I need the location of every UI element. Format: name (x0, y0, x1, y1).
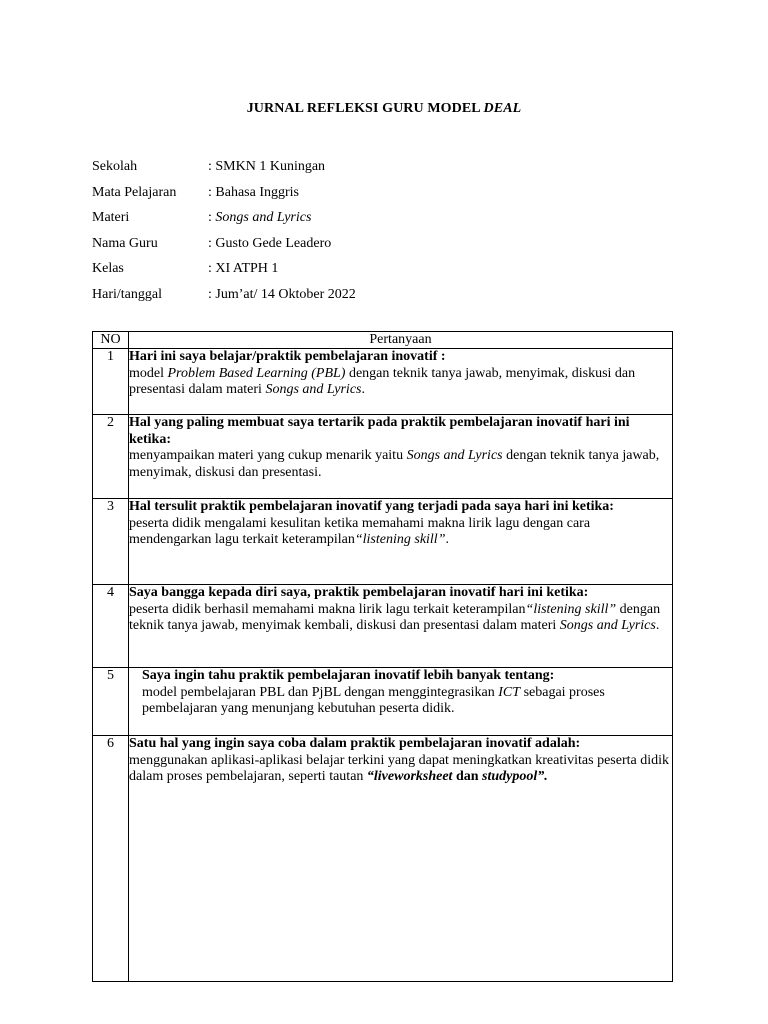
answer-part: model pembelajaran PBL dan PjBL dengan menggintegrasikan (142, 684, 499, 700)
question-text: Hal tersulit praktik pembelajaran inovatif yang terjadi pada saya hari ini ketika: (129, 499, 614, 514)
row-content (129, 736, 673, 982)
question-text: Saya bangga kepada diri saya, praktik pembelajaran inovatif hari ini ketika: (129, 585, 589, 600)
row-number: 5 (93, 668, 129, 736)
document-title (0, 101, 768, 117)
answer-part: dengan teknik tanya jawab, menyimak kembali, diskusi dan presentasi dalam materi (129, 601, 661, 633)
row-number: 3 (93, 499, 129, 585)
answer-text (142, 685, 672, 718)
info-label: Sekolah (92, 159, 138, 174)
answer-part: dengan teknik tanya jawab, menyimak, diskusi dan presentasi dalam materi (129, 365, 636, 397)
row-content (129, 499, 673, 585)
info-value-italic: Songs and Lyrics (215, 210, 312, 225)
answer-part: sebagai proses pembelajaran yang menunjang kebutuhan peserta didik. (142, 684, 605, 716)
answer-text (129, 602, 672, 635)
answer-italic: Songs and Lyrics (265, 382, 362, 397)
answer-part: peserta didik mengalami kesulitan ketika memahami makna lirik lagu dengan cara mendengarkan lagu terkait keterampilan (129, 515, 591, 547)
answer-italic: “listening skill” (354, 532, 446, 547)
row-content (129, 415, 673, 499)
info-label: Nama Guru (92, 235, 158, 251)
answer-part: . (361, 382, 365, 397)
reflection-table (92, 331, 673, 982)
title-italic: DEAL (483, 101, 522, 116)
answer-text (129, 753, 672, 786)
header-no: NO (93, 332, 129, 349)
info-value: : Bahasa Inggris (208, 184, 299, 200)
answer-italic: Songs and Lyrics (559, 618, 656, 633)
info-label: Hari/tanggal (92, 286, 162, 302)
answer-bold-italic: “liveworksheet (366, 769, 453, 784)
question-text: Saya ingin tahu praktik pembelajaran inovatif lebih banyak tentang: (142, 668, 555, 683)
table-row (93, 736, 673, 982)
title-main: JURNAL REFLEKSI GURU MODEL (246, 101, 484, 116)
row-number: 2 (93, 415, 129, 499)
header-question: Pertanyaan (129, 332, 673, 349)
table-row (93, 585, 673, 668)
table-row (93, 499, 673, 585)
info-value-prefix: : (208, 210, 216, 225)
answer-bold-italic: studypool”. (482, 769, 548, 784)
answer-part: menggunakan aplikasi-aplikasi belajar terkini yang dapat meningkatkan kreativitas peserta didik dalam proses pembelajaran, seperti tautan (129, 752, 669, 784)
answer-italic: ICT (498, 684, 521, 700)
question-text: Hal yang paling membuat saya tertarik pada praktik pembelajaran inovatif hari ini ketika: (129, 415, 630, 447)
answer-italic: “listening skill” (525, 601, 617, 617)
answer-italic: Songs and Lyrics (406, 448, 503, 463)
info-label: Materi (92, 210, 130, 225)
table-row (93, 349, 673, 415)
info-value: : XI ATPH 1 (208, 261, 279, 276)
answer-bold: dan (452, 769, 483, 784)
table-row (93, 415, 673, 499)
answer-italic: Problem Based Learning (PBL) (167, 365, 346, 381)
row-number: 4 (93, 585, 129, 668)
question-text: Hari ini saya belajar/praktik pembelajaran inovatif : (129, 349, 446, 364)
row-number: 1 (93, 349, 129, 415)
info-value: : Jum’at/ 14 Oktober 2022 (208, 286, 356, 302)
table-row (93, 668, 673, 736)
answer-part: menyampaikan materi yang cukup menarik yaitu (129, 448, 407, 463)
row-number: 6 (93, 736, 129, 982)
table-header-row (93, 332, 673, 349)
row-content (129, 349, 673, 415)
info-label: Kelas (92, 261, 124, 276)
answer-part: model (129, 365, 168, 381)
answer-part: dengan teknik tanya jawab, menyimak, diskusi dan presentasi. (129, 448, 660, 480)
info-value: : Gusto Gede Leadero (208, 235, 332, 251)
row-content (129, 668, 673, 736)
question-text: Satu hal yang ingin saya coba dalam praktik pembelajaran inovatif adalah: (129, 736, 581, 751)
answer-text (129, 366, 672, 399)
info-value: : SMKN 1 Kuningan (208, 159, 326, 174)
answer-part: . (445, 532, 449, 547)
answer-text (129, 448, 672, 481)
answer-part: . (655, 618, 660, 633)
row-content (129, 585, 673, 668)
info-value (208, 209, 311, 227)
info-label: Mata Pelajaran (92, 184, 177, 200)
answer-part: peserta didik berhasil memahami makna lirik lagu terkait keterampilan (129, 601, 526, 617)
answer-text (129, 516, 672, 549)
